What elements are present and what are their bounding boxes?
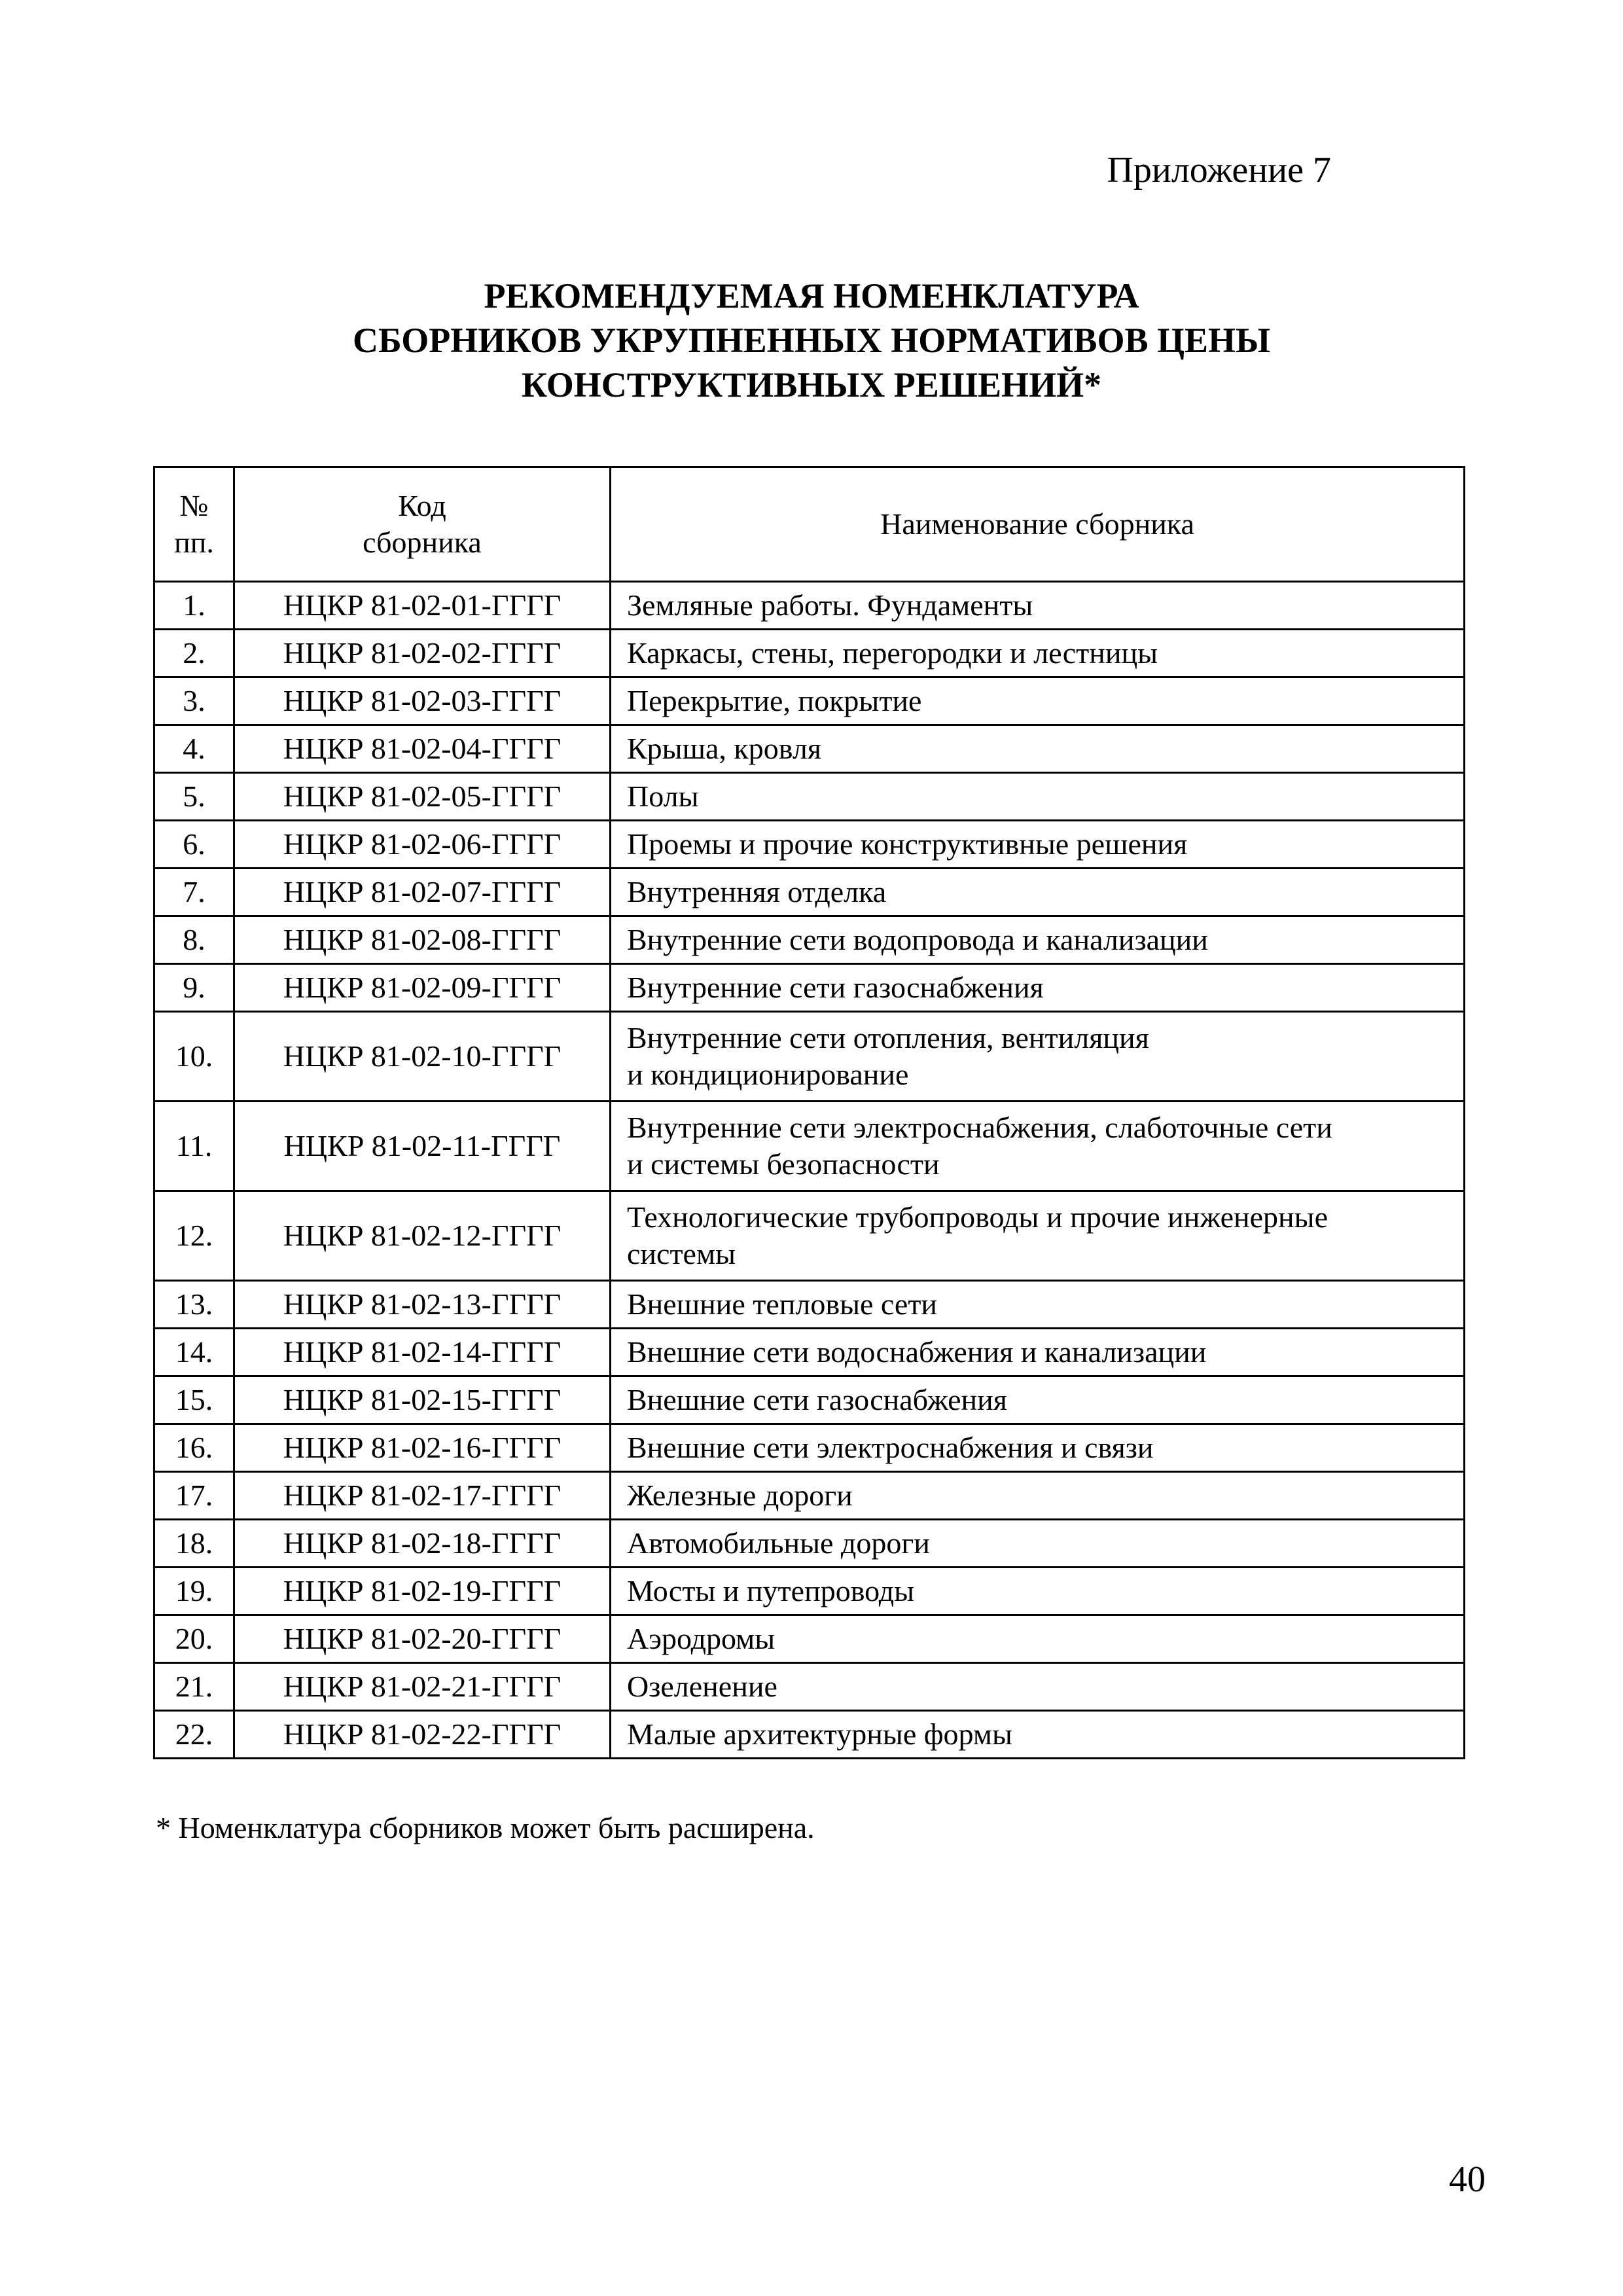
table-row [154, 725, 1465, 773]
header-number-line-1: № [179, 489, 209, 522]
row-code: НЦКР 81-02-17-ГГГГ [234, 1472, 611, 1520]
table-row [154, 1102, 1465, 1191]
row-number: 12. [154, 1191, 234, 1281]
row-name-line-1: Малые архитектурные формы [627, 1717, 1012, 1751]
table-row [154, 677, 1465, 725]
row-name [611, 1191, 1465, 1281]
table-row [154, 1568, 1465, 1615]
row-code: НЦКР 81-02-12-ГГГГ [234, 1191, 611, 1281]
table-body [154, 582, 1465, 1759]
row-name [611, 1012, 1465, 1102]
row-code: НЦКР 81-02-22-ГГГГ [234, 1711, 611, 1759]
header-number-line-2: пп. [174, 526, 214, 559]
row-name-line-1: Земляные работы. Фундаменты [627, 588, 1033, 622]
row-code: НЦКР 81-02-06-ГГГГ [234, 821, 611, 869]
row-name-line-1: Железные дороги [627, 1479, 853, 1512]
table-row [154, 773, 1465, 821]
row-name [611, 1615, 1465, 1663]
row-number: 2. [154, 630, 234, 677]
row-name-line-1: Внутренние сети газоснабжения [627, 971, 1044, 1004]
table-row [154, 916, 1465, 964]
document-title [0, 274, 1623, 407]
row-number: 7. [154, 869, 234, 916]
appendix-label: Приложение 7 [1107, 150, 1331, 190]
row-name-line-1: Полы [627, 780, 699, 813]
table-row [154, 1424, 1465, 1472]
row-name [611, 1102, 1465, 1191]
row-code: НЦКР 81-02-07-ГГГГ [234, 869, 611, 916]
table-row [154, 1711, 1465, 1759]
row-name [611, 1520, 1465, 1568]
row-name [611, 964, 1465, 1012]
row-name-line-1: Проемы и прочие конструктивные решения [627, 827, 1188, 861]
row-number: 21. [154, 1663, 234, 1711]
header-code-line-2: сборника [363, 526, 482, 559]
row-name [611, 916, 1465, 964]
row-name [611, 773, 1465, 821]
page-number: 40 [1449, 2159, 1486, 2200]
row-code: НЦКР 81-02-19-ГГГГ [234, 1568, 611, 1615]
row-code: НЦКР 81-02-14-ГГГГ [234, 1329, 611, 1376]
table-row [154, 964, 1465, 1012]
table-row [154, 1520, 1465, 1568]
row-name-line-1: Крыша, кровля [627, 732, 822, 765]
row-number: 15. [154, 1376, 234, 1424]
table-row [154, 1615, 1465, 1663]
row-number: 22. [154, 1711, 234, 1759]
table-row [154, 1191, 1465, 1281]
table-row [154, 1281, 1465, 1329]
table-row [154, 1012, 1465, 1102]
row-name-line-1: Аэродромы [627, 1622, 776, 1655]
row-code: НЦКР 81-02-18-ГГГГ [234, 1520, 611, 1568]
row-name [611, 1472, 1465, 1520]
row-name [611, 1568, 1465, 1615]
row-name-line-1: Внешние сети электроснабжения и связи [627, 1431, 1154, 1464]
row-code: НЦКР 81-02-02-ГГГГ [234, 630, 611, 677]
header-number [154, 467, 234, 582]
row-number: 17. [154, 1472, 234, 1520]
header-name: Наименование сборника [611, 467, 1465, 582]
title-line-1: РЕКОМЕНДУЕМАЯ НОМЕНКЛАТУРА [484, 276, 1139, 315]
row-number: 10. [154, 1012, 234, 1102]
row-name [611, 582, 1465, 630]
table-header-row [154, 467, 1465, 582]
row-number: 14. [154, 1329, 234, 1376]
row-name-line-1: Озеленение [627, 1670, 777, 1703]
row-number: 6. [154, 821, 234, 869]
row-code: НЦКР 81-02-08-ГГГГ [234, 916, 611, 964]
row-name [611, 1329, 1465, 1376]
row-number: 1. [154, 582, 234, 630]
header-code [234, 467, 611, 582]
row-name-line-1: Внешние сети газоснабжения [627, 1383, 1007, 1416]
row-name-line-1: Внутренние сети электроснабжения, слаботочные сети [627, 1111, 1332, 1144]
row-number: 3. [154, 677, 234, 725]
row-code: НЦКР 81-02-16-ГГГГ [234, 1424, 611, 1472]
table-row [154, 869, 1465, 916]
row-code: НЦКР 81-02-03-ГГГГ [234, 677, 611, 725]
row-name-line-1: Внутренние сети отопления, вентиляция [627, 1021, 1149, 1054]
row-number: 11. [154, 1102, 234, 1191]
row-name [611, 1711, 1465, 1759]
row-code: НЦКР 81-02-04-ГГГГ [234, 725, 611, 773]
row-code: НЦКР 81-02-20-ГГГГ [234, 1615, 611, 1663]
row-number: 8. [154, 916, 234, 964]
row-name-line-1: Внутренние сети водопровода и канализации [627, 923, 1208, 956]
row-name [611, 677, 1465, 725]
row-number: 9. [154, 964, 234, 1012]
row-code: НЦКР 81-02-15-ГГГГ [234, 1376, 611, 1424]
row-name [611, 1663, 1465, 1711]
footnote: * Номенклатура сборников может быть расширена. [156, 1811, 815, 1844]
row-name [611, 1424, 1465, 1472]
row-number: 13. [154, 1281, 234, 1329]
table-row [154, 1472, 1465, 1520]
table-row [154, 1376, 1465, 1424]
row-name-line-1: Внешние тепловые сети [627, 1287, 938, 1321]
row-name [611, 630, 1465, 677]
row-name [611, 725, 1465, 773]
row-name-line-1: Внутренняя отделка [627, 875, 887, 908]
row-code: НЦКР 81-02-11-ГГГГ [234, 1102, 611, 1191]
row-number: 5. [154, 773, 234, 821]
row-name-line-1: Внешние сети водоснабжения и канализации [627, 1335, 1207, 1369]
row-name-line-1: Перекрытие, покрытие [627, 684, 922, 717]
row-code: НЦКР 81-02-21-ГГГГ [234, 1663, 611, 1711]
row-name-line-1: Мосты и путепроводы [627, 1574, 915, 1607]
table-row [154, 582, 1465, 630]
title-line-2: СБОРНИКОВ УКРУПНЕННЫХ НОРМАТИВОВ ЦЕНЫ [352, 321, 1271, 360]
row-name [611, 821, 1465, 869]
table-row [154, 821, 1465, 869]
row-name [611, 1281, 1465, 1329]
row-name-line-2: и кондиционирование [627, 1058, 909, 1091]
row-number: 16. [154, 1424, 234, 1472]
row-name [611, 1376, 1465, 1424]
row-name-line-1: Каркасы, стены, перегородки и лестницы [627, 636, 1158, 670]
row-name [611, 869, 1465, 916]
row-name-line-1: Автомобильные дороги [627, 1526, 930, 1560]
row-code: НЦКР 81-02-09-ГГГГ [234, 964, 611, 1012]
nomenclature-table [153, 466, 1465, 1759]
table-row [154, 1329, 1465, 1376]
row-number: 18. [154, 1520, 234, 1568]
table-row [154, 630, 1465, 677]
table-row [154, 1663, 1465, 1711]
row-code: НЦКР 81-02-01-ГГГГ [234, 582, 611, 630]
row-code: НЦКР 81-02-05-ГГГГ [234, 773, 611, 821]
row-name-line-1: Технологические трубопроводы и прочие инженерные [627, 1200, 1328, 1234]
row-number: 20. [154, 1615, 234, 1663]
row-name-line-2: системы [627, 1237, 736, 1270]
title-line-3: КОНСТРУКТИВНЫХ РЕШЕНИЙ* [521, 365, 1102, 404]
row-code: НЦКР 81-02-13-ГГГГ [234, 1281, 611, 1329]
row-code: НЦКР 81-02-10-ГГГГ [234, 1012, 611, 1102]
row-name-line-2: и системы безопасности [627, 1147, 940, 1181]
row-number: 19. [154, 1568, 234, 1615]
header-code-line-1: Код [398, 489, 446, 522]
row-number: 4. [154, 725, 234, 773]
